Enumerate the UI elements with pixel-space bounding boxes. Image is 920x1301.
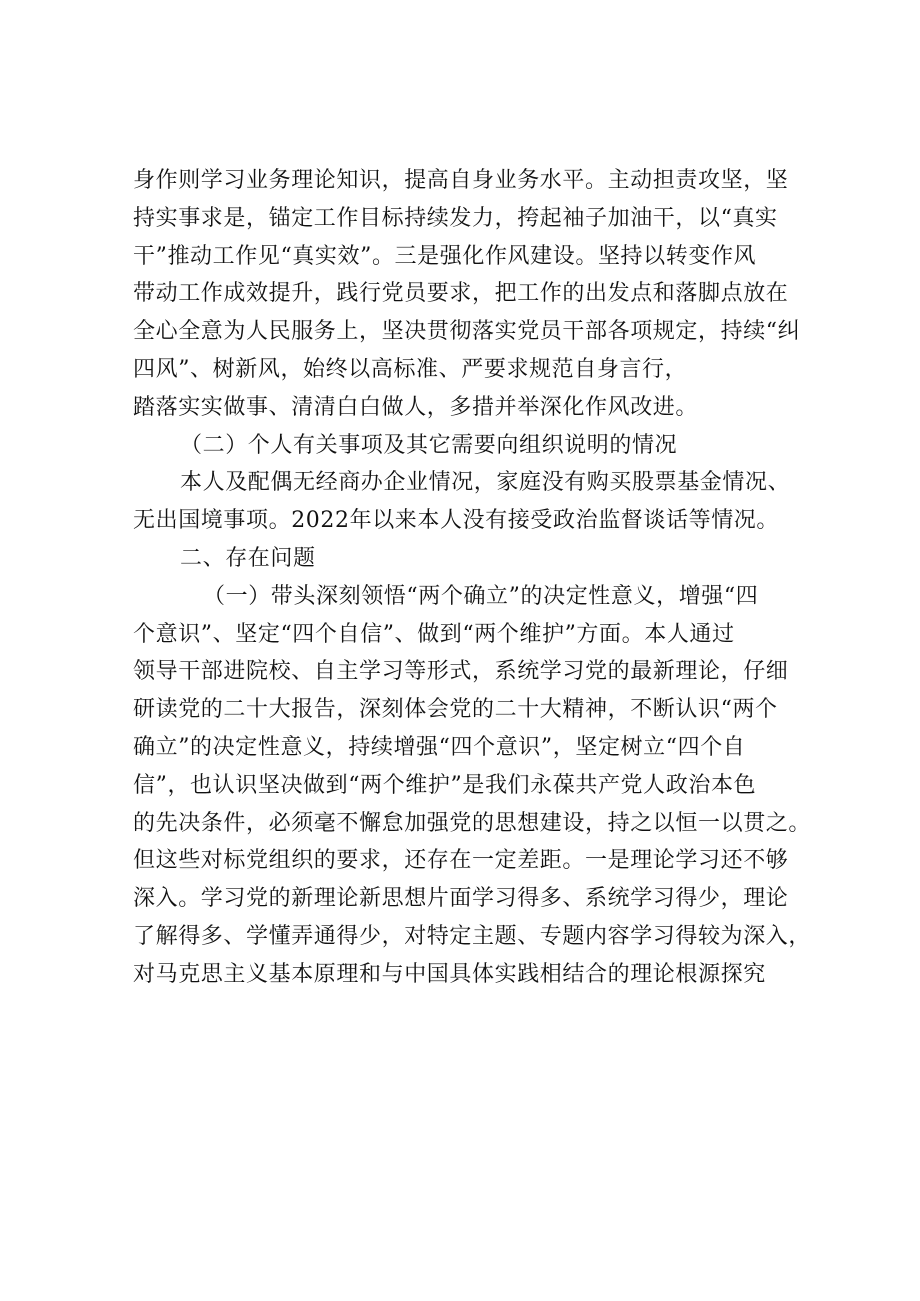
paragraph-line: 但这些对标党组织的要求，还存在一定差距。一是理论学习还不够 bbox=[133, 848, 789, 874]
paragraph-line: 了解得多、学懂弄通得少，对特定主题、专题内容学习得较为深入， bbox=[133, 923, 812, 949]
paragraph-line: 持实事求是，锚定工作目标持续发力，挎起袖子加油干，以“真实 bbox=[133, 205, 778, 231]
paragraph-line: 信”，也认识坚决做到“两个维护”是我们永葆共产党人政治本色 bbox=[133, 772, 757, 798]
section-heading: 二、存在问题 bbox=[180, 545, 316, 571]
paragraph-line: 踏落实实做事、清清白白做人，多措并举深化作风改进。 bbox=[133, 394, 699, 420]
paragraph-line: 全心全意为人民服务上，坚决贯彻落实党员干部各项规定，持续“纠 bbox=[133, 319, 801, 345]
paragraph-line: 无出国境事项。2022年以来本人没有接受政治监督谈话等情况。 bbox=[133, 508, 779, 534]
paragraph-line: 对马克思主义基本原理和与中国具体实践相结合的理论根源探究 bbox=[133, 961, 766, 987]
paragraph-line: 本人及配偶无经商办企业情况，家庭没有购买股票基金情况、 bbox=[180, 470, 791, 496]
section-heading: （二）个人有关事项及其它需要向组织说明的情况 bbox=[180, 432, 678, 458]
subsection-heading-line: （一）带头深刻领悟“两个确立”的决定性意义，增强“四 bbox=[203, 583, 759, 609]
paragraph-line: 身作则学习业务理论知识，提高自身业务水平。主动担责攻坚，坚 bbox=[133, 168, 789, 193]
paragraph-line: 研读党的二十大报告，深刻体会党的二十大精神，不断认识“两个 bbox=[133, 697, 778, 723]
paragraph-line: 带动工作成效提升，践行党员要求，把工作的出发点和落脚点放在 bbox=[133, 281, 789, 307]
paragraph-line: 干”推动工作见“真实效”。三是强化作风建设。坚持以转变作风 bbox=[133, 243, 757, 269]
paragraph-line: 个意识”、坚定“四个自信”、做到“两个维护”方面。本人通过 bbox=[133, 621, 735, 647]
document-body bbox=[133, 162, 812, 994]
paragraph-line: 确立”的决定性意义，持续增强“四个意识”，坚定树立“四个自 bbox=[133, 734, 746, 760]
paragraph-line: 深入。学习党的新理论新思想片面学习得多、系统学习得少，理论 bbox=[133, 886, 789, 912]
paragraph-line: 领导干部进院校、自主学习等形式，系统学习党的最新理论，仔细 bbox=[133, 659, 789, 685]
paragraph-line: 四风”、树新风，始终以高标准、严要求规范自身言行， bbox=[133, 356, 688, 382]
paragraph-line: 的先决条件，必须毫不懈怠加强党的思想建设，持之以恒一以贯之。 bbox=[133, 810, 812, 836]
